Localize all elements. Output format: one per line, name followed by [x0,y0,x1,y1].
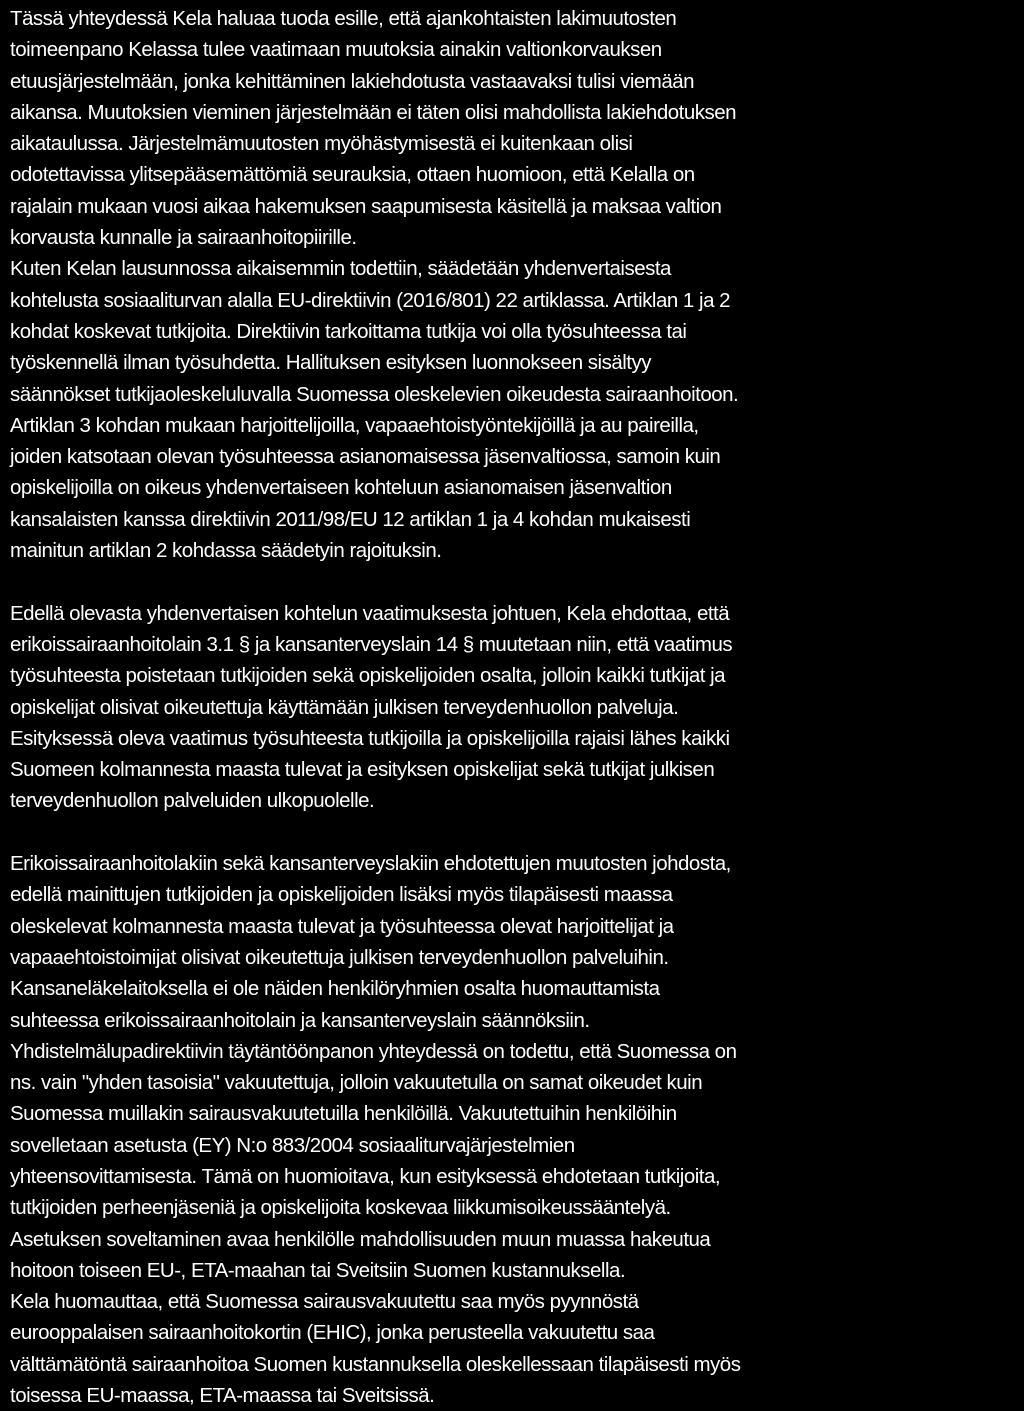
text-line: erikoissairaanhoitolain 3.1 § ja kansanterveyslain 14 § muutetaan niin, että vaatimus [10,632,733,656]
text-line: työsuhteesta poistetaan tutkijoiden sekä opiskelijoiden osalta, jolloin kaikki tutkijat ja [10,664,726,688]
text-line: Yhdistelmälupadirektiivin täytäntöönpanon yhteydessä on todettu, että Suomessa on [10,1039,737,1063]
text-line: terveydenhuollon palveluiden ulkopuolelle. [10,789,375,813]
text-line: etuusjärjestelmään, jonka kehittäminen lakiehdotusta vastaavaksi tulisi viemään [10,69,695,93]
text-line: Kela huomauttaa, että Suomessa sairausvakuutettu saa myös pyynnöstä [10,1290,639,1314]
text-line: Artiklan 3 kohdan mukaan harjoittelijoilla, vapaaehtoistyöntekijöillä ja au paireilla, [10,413,699,437]
text-line: Erikoissairaanhoitolakiin sekä kansanterveyslakiin ehdotettujen muutosten johdosta, [10,852,731,876]
paragraph-1 [10,3,1018,566]
text-line: kansalaisten kanssa direktiivin 2011/98/EU 12 artiklan 1 ja 4 kohdan mukaisesti [10,507,691,531]
text-line: aikataulussa. Järjestelmämuutosten myöhästymisestä ei kuitenkaan olisi [10,132,633,156]
text-line: sovelletaan asetusta (EY) N:o 883/2004 sosiaaliturvajärjestelmien [10,1133,575,1157]
text-line: opiskelijat olisivat oikeutettuja käyttämään julkisen terveydenhuollon palveluja. [10,695,679,719]
text-line: yhteensovittamisesta. Tämä on huomioitava, kun esityksessä ehdotetaan tutkijoita, [10,1164,721,1188]
text-line: eurooppalaisen sairaanhoitokortin (EHIC), jonka perusteella vakuutettu saa [10,1321,655,1345]
text-line: toimeenpano Kelassa tulee vaatimaan muutoksia ainakin valtionkorvauksen [10,38,662,62]
text-line: tutkijoiden perheenjäseniä ja opiskelijoita koskevaa liikkumisoikeussääntelyä. [10,1196,671,1220]
text-line: kohdat koskevat tutkijoita. Direktiivin tarkoittama tutkija voi olla työsuhteessa tai [10,319,687,343]
text-line: Suomeen kolmannesta maasta tulevat ja esityksen opiskelijat sekä tutkijat julkisen [10,758,715,782]
text-line: odotettavissa ylitsepääsemättömiä seurauksia, ottaen huomioon, että Kelalla on [10,163,695,187]
text-line: edellä mainittujen tutkijoiden ja opiskelijoiden lisäksi myös tilapäisesti maassa [10,883,673,907]
text-line: Asetuksen soveltaminen avaa henkilölle mahdollisuuden muun muassa hakeutua [10,1227,711,1251]
text-line: oleskelevat kolmannesta maasta tulevat ja työsuhteessa olevat harjoittelijat ja [10,914,674,938]
text-line: suhteessa erikoissairaanhoitolain ja kansanterveyslain säännöksiin. [10,1008,590,1032]
text-line: ns. vain "yhden tasoisia" vakuutettuja, jolloin vakuutetulla on samat oikeudet kuin [10,1071,703,1095]
text-line: aikansa. Muutoksien vieminen järjestelmään ei täten olisi mahdollista lakiehdotuksen [10,100,737,124]
text-line: joiden katsotaan olevan työsuhteessa asianomaisessa jäsenvaltiossa, samoin kuin [10,445,721,469]
text-line: toisessa EU-maassa, ETA-maassa tai Sveitsissä. [10,1384,435,1408]
text-line: vapaaehtoistoimijat olisivat oikeutettuja julkisen terveydenhuollon palveluihin. [10,945,669,969]
paragraph-2 [10,598,1018,817]
text-line: mainitun artiklan 2 kohdassa säädetyin rajoituksin. [10,539,442,563]
text-line: Kuten Kelan lausunnossa aikaisemmin todettiin, säädetään yhdenvertaisesta [10,257,671,281]
text-line: korvausta kunnalle ja sairaanhoitopiirille. [10,226,357,250]
text-line: Suomessa muillakin sairausvakuutetuilla henkilöillä. Vakuutettuihin henkilöihin [10,1102,677,1126]
text-line: työskennellä ilman työsuhdetta. Hallituksen esityksen luonnokseen sisältyy [10,351,652,375]
text-line: opiskelijoilla on oikeus yhdenvertaiseen kohteluun asianomaisen jäsenvaltion [10,476,672,500]
text-line: Esityksessä oleva vaatimus työsuhteesta tutkijoilla ja opiskelijoilla rajaisi lähes kaikki [10,726,730,750]
text-line: Tässä yhteydessä Kela haluaa tuoda esille, että ajankohtaisten lakimuutosten [10,7,677,30]
text-line: säännökset tutkijaoleskeluluvalla Suomessa oleskelevien oikeudesta sairaanhoitoon. [10,382,739,406]
paragraph-gap [10,817,1018,848]
text-line: hoitoon toiseen EU-, ETA-maahan tai Sveitsiin Suomen kustannuksella. [10,1258,626,1282]
paragraph-3 [10,848,1018,1411]
document-page [10,3,1018,1411]
text-line: kohtelusta sosiaaliturvan alalla EU-direktiivin (2016/801) 22 artiklassa. Artiklan 1 ja 2 [10,288,731,312]
text-line: Kansaneläkelaitoksella ei ole näiden henkilöryhmien osalta huomauttamista [10,977,660,1001]
text-line: rajalain mukaan vuosi aikaa hakemuksen saapumisesta käsitellä ja maksaa valtion [10,194,722,218]
text-line: välttämätöntä sairaanhoitoa Suomen kustannuksella oleskellessaan tilapäisesti myös [10,1352,741,1376]
paragraph-gap [10,566,1018,597]
text-line: Edellä olevasta yhdenvertaisen kohtelun vaatimuksesta johtuen, Kela ehdottaa, että [10,601,730,625]
